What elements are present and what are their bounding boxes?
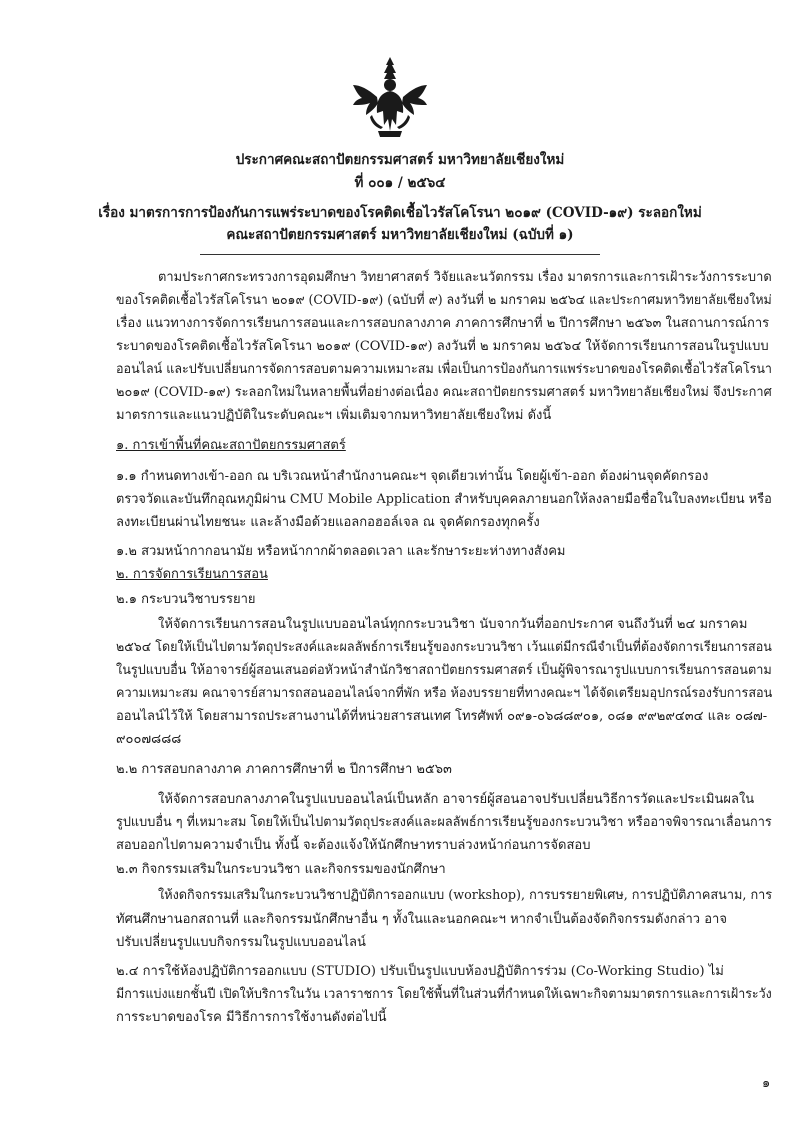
page-number: ๑ xyxy=(762,1076,771,1091)
body-line: ของโรคติดเชื้อไวรัสโคโรนา ๒๐๑๙ (COVID-๑๙) (ฉบับที่ ๙) ลงวันที่ ๒ มกราคม ๒๕๖๔ และประกาศมหาวิทยาลัยเชียงใหม่ xyxy=(116,293,772,308)
body-line: ตามประกาศกระทรวงการอุดมศึกษา วิทยาศาสตร์ วิจัยและนวัตกรรม เรื่อง มาตรการและการเฝ้าระวังการระบาด xyxy=(158,270,772,285)
body-line: ออนไลน์ไว้ให้ โดยสามารถประสานงานได้ที่หน่วยสารสนเทศ โทรศัพท์ ๐๙๑-๐๖๘๘๙๐๑, ๐๘๑ ๙๙๒๙๔๓๔ และ ๐๘๗- xyxy=(116,709,768,724)
announcement-title: ประกาศคณะสถาปัตยกรรมศาสตร์ มหาวิทยาลัยเชียงใหม่ xyxy=(235,152,565,168)
body-line: เรื่อง แนวทางการจัดการเรียนการสอนและการสอบกลางภาค ภาคการศึกษาที่ ๒ ปีการศึกษา ๒๕๖๓ ในสถานการณ์การ xyxy=(116,316,770,331)
body-line: ระบาดของโรคติดเชื้อไวรัสโคโรนา ๒๐๑๙ (COVID-๑๙) ลงวันที่ ๒ มกราคม ๒๕๖๔ ให้จัดการเรียนการสอนในรูปแบบ xyxy=(116,339,769,354)
body-line: ๒.๓ กิจกรรมเสริมในกระบวนวิชา และกิจกรรมของนักศึกษา xyxy=(116,862,446,877)
body-line: ๑.๑ กำหนดทางเข้า-ออก ณ บริเวณหน้าสำนักงานคณะฯ จุดเดียวเท่านั้น โดยผู้เข้า-ออก ต้องผ่านจุดคัดกรอง xyxy=(116,469,709,484)
body-line: สอบออกไปตามความจำเป็น ทั้งนี้ จะต้องแจ้งให้นักศึกษาทราบล่วงหน้าก่อนการจัดสอบ xyxy=(116,838,591,853)
body-line: มีการแบ่งแยกชั้นปี เปิดให้บริการในวัน เวลาราชการ โดยใช้พื้นที่ในส่วนที่กำหนดให้เฉพาะกิจตามมาตรการและการเฝ้าระวัง xyxy=(116,987,772,1002)
body-line: ๒.๒ การสอบกลางภาค ภาคการศึกษาที่ ๒ ปีการศึกษา ๒๕๖๓ xyxy=(116,762,452,777)
body-line: การระบาดของโรค มีวิธีการการใช้งานดังต่อไปนี้ xyxy=(116,1010,387,1025)
body-line: ตรวจวัดและบันทึกอุณหภูมิผ่าน CMU Mobile Application สำหรับบุคคลภายนอกให้ลงลายมือชื่อในใบลงทะเบียน หรือ xyxy=(116,492,772,507)
body-line: รูปแบบอื่น ๆ ที่เหมาะสม โดยให้เป็นไปตามวัตถุประสงค์และผลลัพธ์การเรียนรู้ของกระบวนวิชา หรืออาจพิจารณาเลื่อนการ xyxy=(116,815,772,830)
body-line: ๒.๑ กระบวนวิชาบรรยาย xyxy=(116,592,256,607)
body-line: ๙๐๐๗๘๘๘ xyxy=(116,732,182,747)
section-heading: ๑. การเข้าพื้นที่คณะสถาปัตยกรรมศาสตร์ xyxy=(116,438,346,453)
body-line: ๒๐๑๙ (COVID-๑๙) ระลอกใหม่ในหลายพื้นที่อย่างต่อเนื่อง คณะสถาปัตยกรรมศาสตร์ มหาวิทยาลัยเชียงใหม่ จึงประกาศ xyxy=(116,385,772,400)
body-line: ทัศนศึกษานอกสถานที่ และกิจกรรมนักศึกษาอื่น ๆ ทั้งในและนอกคณะฯ หากจำเป็นต้องจัดกิจกรรมดังกล่าว อาจ xyxy=(116,912,727,927)
subject-line-2: คณะสถาปัตยกรรมศาสตร์ มหาวิทยาลัยเชียงใหม่ (ฉบับที่ ๑) xyxy=(226,227,574,243)
title-divider xyxy=(200,254,600,255)
body-line: ความเหมาะสม คณาจารย์สามารถสอนออนไลน์จากที่พัก หรือ ห้องบรรยายที่ทางคณะฯ ได้จัดเตรียมอุปกรณ์รองรับการสอน xyxy=(116,686,773,701)
section-heading: ๒. การจัดการเรียนการสอน xyxy=(116,567,268,582)
announcement-number: ที่ ๐๐๑ / ๒๕๖๔ xyxy=(354,175,446,191)
body-line: มาตรการและแนวปฏิบัติในระดับคณะฯ เพิ่มเติมจากมหาวิทยาลัยเชียงใหม่ ดังนี้ xyxy=(116,408,552,423)
body-line: ให้จัดการสอบกลางภาคในรูปแบบออนไลน์เป็นหลัก อาจารย์ผู้สอนอาจปรับเปลี่ยนวิธีการวัดและประเมินผลใน xyxy=(158,792,755,807)
body-line: ๑.๒ สวมหน้ากากอนามัย หรือหน้ากากผ้าตลอดเวลา และรักษาระยะห่างทางสังคม xyxy=(116,544,566,559)
body-line: ปรับเปลี่ยนรูปแบบกิจกรรมในรูปแบบออนไลน์ xyxy=(116,935,366,950)
garuda-emblem-icon xyxy=(350,55,430,140)
body-line: ออนไลน์ และปรับเปลี่ยนการจัดการสอบตามความเหมาะสม เพื่อเป็นการป้องกันการแพร่ระบาดของโรคติดเชื้อไวรัสโคโรนา xyxy=(116,362,772,377)
body-line: ให้งดกิจกรรมเสริมในกระบวนวิชาปฏิบัติการออกแบบ (workshop), การบรรยายพิเศษ, การปฏิบัติภาคสนาม, การ xyxy=(158,888,773,903)
body-line: ๒.๔ การใช้ห้องปฏิบัติการออกแบบ (STUDIO) ปรับเป็นรูปแบบห้องปฏิบัติการร่วม (Co-Working Studio) ไม่ xyxy=(116,964,724,979)
body-line: ๒๕๖๔ โดยให้เป็นไปตามวัตถุประสงค์และผลลัพธ์การเรียนรู้ของกระบวนวิชา เว้นแต่มีกรณีจำเป็นที่ต้องจัดการเรียนการสอน xyxy=(116,640,772,655)
body-line: ลงทะเบียนผ่านไทยชนะ และล้างมือด้วยแอลกอฮอล์เจล ณ จุดคัดกรองทุกครั้ง xyxy=(116,515,540,530)
body-line: ให้จัดการเรียนการสอนในรูปแบบออนไลน์ทุกกระบวนวิชา นับจากวันที่ออกประกาศ จนถึงวันที่ ๒๔ มกราคม xyxy=(158,617,748,632)
subject-line-1: เรื่อง มาตรการการป้องกันการแพร่ระบาดของโรคติดเชื้อไวรัสโคโรนา ๒๐๑๙ (COVID-๑๙) ระลอกใหม่ xyxy=(98,205,702,221)
body-line: ในรูปแบบอื่น ให้อาจารย์ผู้สอนเสนอต่อหัวหน้าสำนักวิชาสถาปัตยกรรมศาสตร์ เป็นผู้พิจารณารูปแบบการเรียนการสอนตาม xyxy=(116,663,772,678)
